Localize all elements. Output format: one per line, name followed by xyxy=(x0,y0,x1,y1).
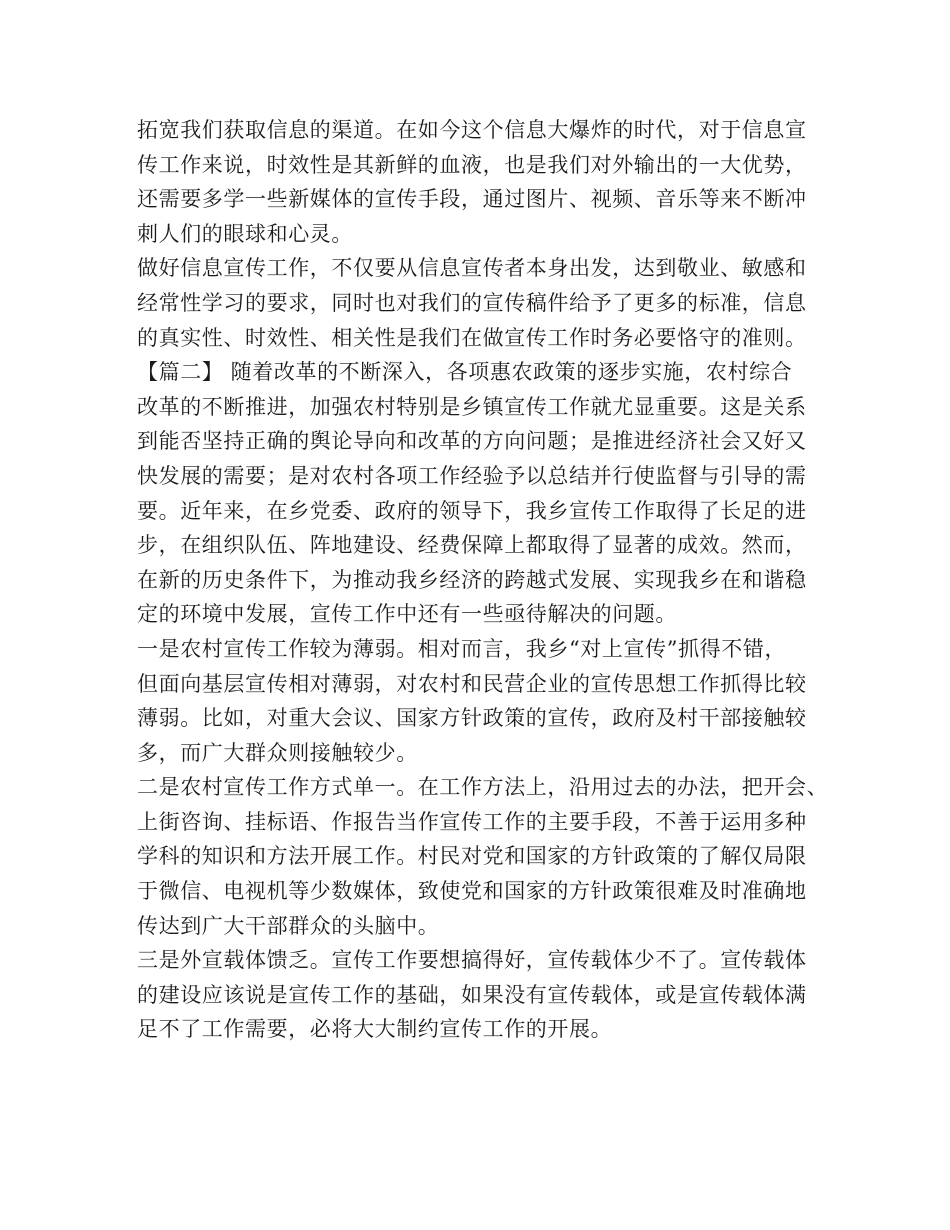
text-line: 三是外宣载体馈乏。宣传工作要想搞得好，宣传载体少不了。宣传载体 xyxy=(137,948,807,973)
text-line: 多，而广大群众则接触较少。 xyxy=(137,740,418,765)
text-line: 传达到广大干部群众的头脑中。 xyxy=(137,913,440,938)
text-line: 传工作来说，时效性是其新鲜的血液，也是我们对外输出的一大优势， xyxy=(137,152,807,177)
text-line: 刺人们的眼球和心灵。 xyxy=(137,221,353,246)
text-line: 改革的不断推进，加强农村特别是乡镇宣传工作就尤显重要。这是关系 xyxy=(137,394,807,419)
text-line: 定的环境中发展，宣传工作中还有一些亟待解决的问题。 xyxy=(137,602,677,627)
text-line: 的真实性、时效性、相关性是我们在做宣传工作时务必要恪守的准则。 xyxy=(137,325,807,350)
text-line: 学科的知识和方法开展工作。村民对党和国家的方针政策的了解仅局限 xyxy=(137,844,807,869)
text-line: 上街咨询、挂标语、作报告当作宣传工作的主要手段，不善于运用多种 xyxy=(137,809,807,834)
text-line: 【篇二】 随着改革的不断深入，各项惠农政策的逐步实施，农村综合 xyxy=(137,360,793,385)
text-line: 经常性学习的要求，同时也对我们的宣传稿件给予了更多的标准，信息 xyxy=(137,290,807,315)
text-line: 要。近年来，在乡党委、政府的领导下，我乡宣传工作取得了长足的进 xyxy=(137,498,807,523)
text-line: 拓宽我们获取信息的渠道。在如今这个信息大爆炸的时代，对于信息宣 xyxy=(137,118,807,142)
text-line: 还需要多学一些新媒体的宣传手段，通过图片、视频、音乐等来不断冲 xyxy=(137,187,807,212)
text-line: 于微信、电视机等少数媒体，致使党和国家的方针政策很难及时准确地 xyxy=(137,879,807,904)
text-line: 二是农村宣传工作方式单一。在工作方法上，沿用过去的办法，把开会、 xyxy=(137,775,829,800)
text-line: 快发展的需要；是对农村各项工作经验予以总结并行使监督与引导的需 xyxy=(137,463,807,488)
text-line: 足不了工作需要，必将大大制约宣传工作的开展。 xyxy=(137,1017,613,1042)
text-line: 的建设应该说是宣传工作的基础，如果没有宣传载体，或是宣传载体满 xyxy=(137,982,807,1007)
text-line: 但面向基层宣传相对薄弱，对农村和民营企业的宣传思想工作抓得比较 xyxy=(137,671,807,696)
text-line: 做好信息宣传工作，不仅要从信息宣传者本身出发，达到敬业、敏感和 xyxy=(137,256,807,281)
document-body xyxy=(137,113,837,1047)
text-line: 薄弱。比如，对重大会议、国家方针政策的宣传，政府及村干部接触较 xyxy=(137,706,807,731)
text-line: 步，在组织队伍、阵地建设、经费保障上都取得了显著的成效。然而， xyxy=(137,533,807,558)
text-line: 在新的历史条件下，为推动我乡经济的跨越式发展、实现我乡在和谐稳 xyxy=(137,567,807,592)
text-line: 一是农村宣传工作较为薄弱。相对而言，我乡“对上宣传”抓得不错， xyxy=(137,636,787,661)
text-line: 到能否坚持正确的舆论导向和改革的方向问题；是推进经济社会又好又 xyxy=(137,429,807,454)
